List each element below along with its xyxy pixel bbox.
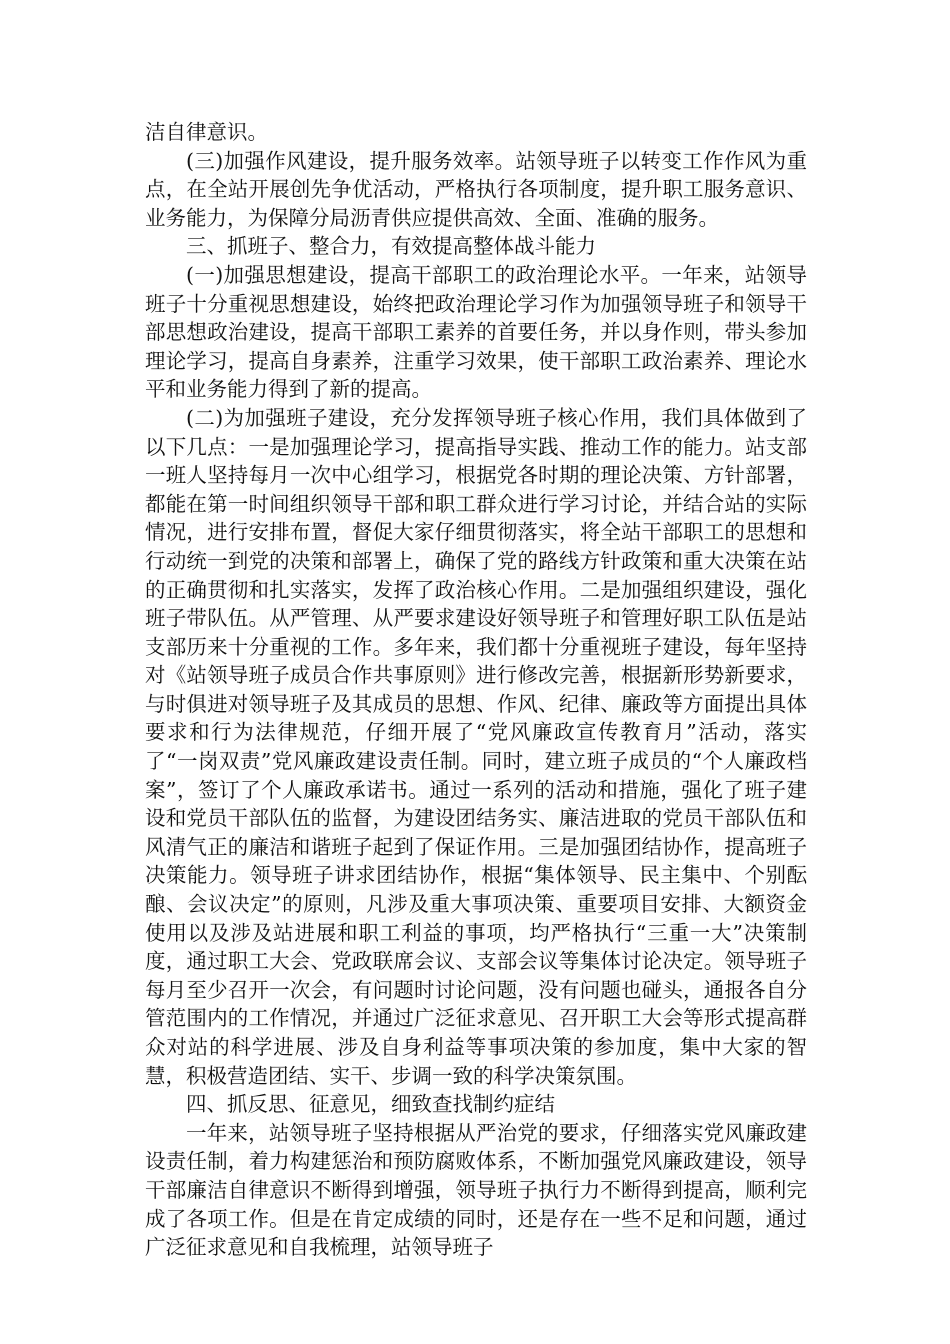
document-body [145, 118, 807, 1262]
section-heading: 三、抓班子、整合力，有效提高整体战斗能力 [186, 234, 596, 259]
section-heading: 四、抓反思、征意见，细致查找制约症结 [186, 1092, 555, 1117]
paragraph: (二)为加强班子建设，充分发挥领导班子核心作用，我们具体做到了以下几点：一是加强理论学习，提高指导实践、推动工作的能力。站支部一班人坚持每月一次中心组学习，根据党各时期的理论决策、方针部署，都能在第一时间组织领导干部和职工群众进行学习讨论，并结合站的实际情况，进行安排布置，督促大家仔细贯彻落实，将全站干部职工的思想和行动统一到党的决策和部署上，确保了党的路线方针政策和重大决策在站的正确贯彻和扎实落实，发挥了政治核心作用。二是加强组织建设，强化班子带队伍。从严管理、从严要求建设好领导班子和管理好职工队伍是站支部历来十分重视的工作。多年来，我们都十分重视班子建设，每年坚持对《站领导班子成员合作共事原则》进行修改完善，根据新形势新要求，与时俱进对领导班子及其成员的思想、作风、纪律、廉政等方面提出具体要求和行为法律规范，仔细开展了“党风廉政宣传教育月”活动，落实了“一岗双责”党风廉政建设责任制。同时，建立班子成员的“个人廉政档案”，签订了个人廉政承诺书。通过一系列的活动和措施，强化了班子建设和党员干部队伍的监督，为建设团结务实、廉洁进取的党员干部队伍和风清气正的廉洁和谐班子起到了保证作用。三是加强团结协作，提高班子决策能力。领导班子讲求团结协作，根据“集体领导、民主集中、个别酝酿、会议决定”的原则，凡涉及重大事项决策、重要项目安排、大额资金使用以及涉及站进展和职工利益的事项，均严格执行“三重一大”决策制度，通过职工大会、党政联席会议、支部会议等集体讨论决定。领导班子每月至少召开一次会，有问题时讨论问题，没有问题也碰头，通报各自分管范围内的工作情况，并通过广泛征求意见、召开职工大会等形式提高群众对站的科学进展、涉及自身利益等事项决策的参加度，集中大家的智慧，积极营造团结、实干、步调一致的科学决策氛围。 [145, 405, 807, 1088]
paragraph: 一年来，站领导班子坚持根据从严治党的要求，仔细落实党风廉政建设责任制，着力构建惩治和预防腐败体系，不断加强党风廉政建设，领导干部廉洁自律意识不断得到增强，领导班子执行力不断得到提高，顺利完成了各项工作。但是在肯定成绩的同时，还是存在一些不足和问题，通过广泛征求意见和自我梳理，站领导班子 [145, 1120, 807, 1260]
paragraph: 洁自律意识。 [145, 120, 268, 144]
paragraph: (三)加强作风建设，提升服务效率。站领导班子以转变工作作风为重点，在全站开展创先争优活动，严格执行各项制度，提升职工服务意识、业务能力，为保障分局沥青供应提供高效、全面、准确的服务。 [145, 148, 807, 230]
paragraph: (一)加强思想建设，提高干部职工的政治理论水平。一年来，站领导班子十分重视思想建设，始终把政治理论学习作为加强领导班子和领导干部思想政治建设，提高干部职工素养的首要任务，并以身作则，带头参加理论学习，提高自身素养，注重学习效果，使干部职工政治素养、理论水平和业务能力得到了新的提高。 [145, 262, 807, 402]
